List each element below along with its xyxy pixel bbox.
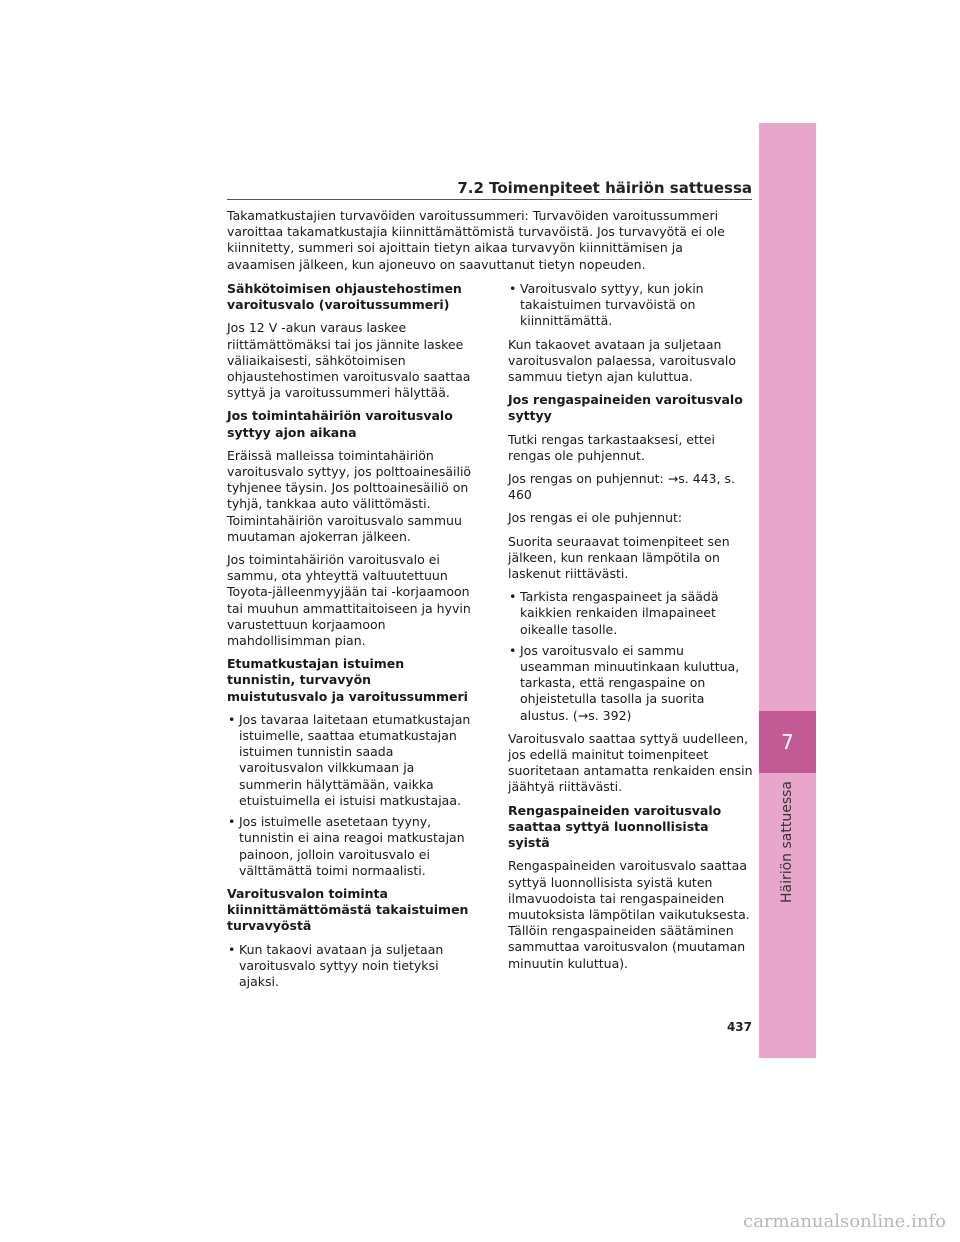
heading-tire-pressure-natural-causes: Rengaspaineiden varoitusvalo saattaa syttyä luonnollisista syistä	[508, 802, 722, 851]
section-header: 7.2 Toimenpiteet häiriön sattuessa	[457, 179, 752, 197]
paragraph: Jos toimintahäiriön varoitusvalo ei sammu, ota yhteyttä valtuutettuun Toyota-jälleenmyyjään tai -korjaamoon tai muuhun ammattitaitoiseen ja hyvin varustettuun korjaamoon mahdollisimman pian.	[227, 552, 471, 649]
bullet-list	[227, 942, 472, 991]
paragraph: Kun takaovet avataan ja suljetaan varoitusvalon palaessa, varoitusvalo sammuu tietyn ajan kuluttua.	[508, 336, 737, 385]
list-item: • Jos varoitusvalo ei sammu useamman minuutinkaan kuluttua, tarkasta, että rengaspaine on ohjeistetulla tasolla ja suorita alustus. (→s. 392)	[508, 643, 753, 724]
heading-passenger-seat-sensor: Etumatkustajan istuimen tunnistin, turvavyön muistutusvalo ja varoitussummeri	[227, 656, 468, 704]
bullet-list	[227, 712, 472, 879]
list-item: • Tarkista rengaspaineet ja säädä kaikkien renkaiden ilmapaineet oikealle tasolle.	[508, 589, 753, 638]
watermark: carmanualsonline.info	[743, 1211, 946, 1232]
list-item: • Jos tavaraa laitetaan etumatkustajan istuimelle, saattaa etumatkustajan istuimen tunnistin saada varoitusvalon vilkkumaan ja summerin hälyttämään, vaikka etuistuimella ei istuisi matkustajaa.	[227, 712, 472, 809]
right-column	[508, 281, 753, 979]
heading-malfunction-light: Jos toimintahäiriön varoitusvalo syttyy ajon aikana	[227, 408, 453, 440]
list-item: • Kun takaovi avataan ja suljetaan varoitusvalo syttyy noin tietyksi ajaksi.	[227, 942, 472, 991]
chapter-tab	[759, 123, 816, 1058]
heading-tire-pressure-warning: Jos rengaspaineiden varoitusvalo syttyy	[508, 392, 743, 424]
heading-rear-seatbelt-warning: Varoitusvalon toiminta kiinnittämättömästä takaistuimen turvavyöstä	[227, 885, 469, 934]
chapter-number: 7	[759, 711, 816, 773]
intro-paragraph: Takamatkustajien turvavöiden varoitussummeri: Turvavöiden varoitussummeri varoittaa takamatkustajia kiinnittämättömistä turvavöistä. Jos turvavyötä ei ole kiinnitetty, summeri soi ajoittain tietyn aikaa turvavyön kiinnittämisen ja avaamisen jälkeen, kun ajoneuvo on saavuttanut tietyn nopeuden.	[227, 208, 725, 272]
list-item: • Jos istuimelle asetetaan tyyny, tunnistin ei aina reagoi matkustajan painoon, jolloin varoitusvalo ei välttämättä toimi normaalisti.	[227, 814, 472, 879]
bullet-list	[508, 589, 753, 724]
paragraph: Tutki rengas tarkastaaksesi, ettei rengas ole puhjennut.	[508, 431, 715, 463]
paragraph: Eräissä malleissa toimintahäiriön varoitusvalo syttyy, jos polttoainesäiliö tyhjenee täysin. Jos polttoainesäiliö on tyhjä, tankkaa auto välittömästi. Toimintahäiriön varoitusvalo sammuu muutaman ajokerran jälkeen.	[227, 447, 472, 544]
left-column	[227, 281, 472, 997]
paragraph: Suorita seuraavat toimenpiteet sen jälkeen, kun renkaan lämpötila on laskenut riittävästi.	[508, 533, 730, 582]
bullet-list	[508, 281, 753, 330]
list-item: • Varoitusvalo syttyy, kun jokin takaistuimen turvavöistä on kiinnittämättä.	[508, 281, 753, 330]
header-divider	[227, 199, 752, 200]
paragraph: Jos 12 V -akun varaus laskee riittämättömäksi tai jos jännite laskee väliaikaisesti, sähkötoimisen ohjaustehostimen varoitusvalo saattaa syttyä ja varoitussummeri hälyttää.	[227, 320, 471, 401]
paragraph: Varoitusvalo saattaa syttyä uudelleen, jos edellä mainitut toimenpiteet suoritetaan antamatta renkaiden ensin jäähtyä riittävästi.	[508, 730, 753, 795]
heading-power-steering-warning: Sähkötoimisen ohjaustehostimen varoitusvalo (varoitussummeri)	[227, 281, 462, 313]
page-number: 437	[726, 1020, 752, 1034]
paragraph: Jos rengas ei ole puhjennut:	[508, 510, 683, 526]
chapter-label: Häiriön sattuessa	[779, 780, 795, 904]
paragraph: Jos rengas on puhjennut: →s. 443, s. 460	[508, 471, 735, 503]
paragraph: Rengaspaineiden varoitusvalo saattaa syttyä luonnollisista syistä kuten ilmavuodoista tai rengaspaineiden muutoksista lämpötilan vaikutuksesta. Tällöin rengaspaineiden säätäminen sammuttaa varoitusvalon (muutaman minuutin kuluttua).	[508, 858, 750, 971]
